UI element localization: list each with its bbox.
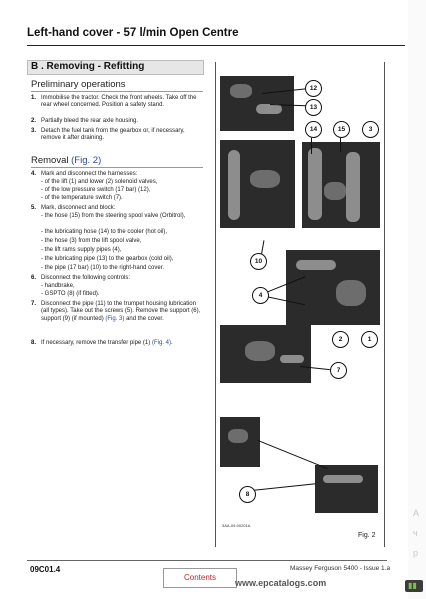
photo-temperature-switch [220, 325, 311, 383]
sub-item: - of the low pressure switch (17 bar) (12), [41, 187, 151, 193]
leader-line [311, 138, 312, 154]
step-number: 7. [31, 301, 37, 307]
side-glyph: р [413, 548, 419, 558]
section-title: B . Removing - Refitting [31, 61, 145, 72]
page-title: Left-hand cover - 57 l/min Open Centre [27, 27, 239, 39]
side-glyph: A [413, 508, 420, 518]
callout-13: 13 [305, 99, 322, 116]
preliminary-divider [31, 91, 203, 92]
step-number: 8. [31, 340, 37, 346]
sub-item: - the hose (3) from the lift spool valve, [41, 238, 142, 244]
removal-divider [31, 167, 203, 168]
side-glyph: ч [413, 528, 418, 538]
step-text: Detach the fuel tank from the gearbox or, if necessary, remove it after draining. [41, 128, 185, 142]
bars-icon: ▮▮ [408, 581, 417, 590]
watermark: www.epcatalogs.com [235, 578, 327, 588]
sub-item: - of the lift (1) and lower (2) solenoid valves, [41, 179, 158, 185]
sub-item: - the lift rams supply pipes (4), [41, 247, 122, 253]
step-text-tail: and the cover. [126, 315, 164, 322]
sub-item: - the hose (15) from the steering spool valve (Orbitrol), [41, 213, 186, 219]
photo-hoses-left [220, 140, 295, 228]
photo-gspto-left [220, 417, 260, 467]
step-text-tail: . [170, 340, 173, 346]
step-number: 4. [31, 171, 37, 177]
contents-button[interactable]: Contents [163, 568, 237, 588]
callout-2: 2 [332, 331, 349, 348]
step-number: 1. [31, 95, 37, 101]
step-number: 3. [31, 128, 37, 134]
callout-10: 10 [250, 253, 267, 270]
photo-lift-pipes [286, 250, 380, 325]
sub-item: - the pipe (17 bar) (10) to the right-hand cover. [41, 265, 165, 271]
sub-item: - of the temperature switch (7). [41, 195, 123, 201]
leader-line [340, 138, 341, 152]
step-text [41, 340, 205, 347]
sub-item: - the lubricating hose (14) to the cooler (hot oil), [41, 229, 168, 235]
callout-8: 8 [239, 486, 256, 503]
step-text-body: If necessary, remove the transfer pipe (1) [41, 340, 151, 346]
step-text [41, 301, 205, 323]
step-text: Disconnect the following controls: [41, 275, 131, 281]
callout-4: 4 [252, 287, 269, 304]
step-text: Mark and disconnect the harnesses: [41, 171, 138, 177]
sub-item: - the lubricating pipe (13) to the gearbox (cold oil), [41, 256, 174, 262]
removal-heading [31, 155, 101, 166]
figure-label: Fig. 2 [358, 532, 376, 539]
step-text: Partially bleed the rear axle housing. [41, 118, 139, 124]
callout-12: 12 [305, 80, 322, 97]
preliminary-heading: Preliminary operations [31, 79, 126, 90]
figure-link[interactable]: (Fig. 4) [151, 340, 171, 346]
header-divider [27, 45, 405, 46]
callout-15: 15 [333, 121, 350, 138]
footer-divider [27, 560, 387, 561]
photo-hoses-right [302, 142, 380, 228]
step-text: Immobilise the tractor. Check the front wheels. Take off the rear wheel concerned. Position a safety stand. [41, 95, 197, 109]
step-text-body: Disconnect the pipe (11) to the trumpet housing lubrication (all types). Take out the screws (5). Remove the support (6), support (9) (if mounted) [41, 301, 201, 322]
callout-7: 7 [330, 362, 347, 379]
callout-14: 14 [305, 121, 322, 138]
sub-item: - GSPTO (8) (if fitted). [41, 291, 100, 297]
figure-code: 3AA-09-00201A [222, 523, 251, 528]
taskbar-app-icon[interactable] [405, 580, 423, 592]
sub-item: - handbrake, [41, 283, 75, 289]
step-number: 2. [31, 118, 37, 124]
photo-gspto-right [315, 465, 378, 513]
removal-heading-text: Removal [31, 155, 69, 166]
callout-3: 3 [362, 121, 379, 138]
figure-link[interactable]: (Fig. 2) [71, 155, 102, 166]
figure-link[interactable]: (Fig. 3) [105, 315, 125, 322]
step-number: 6. [31, 275, 37, 281]
step-number: 5. [31, 205, 37, 211]
manual-issue: Massey Ferguson 5400 - Issue 1.a [290, 565, 391, 572]
step-text: Mark, disconnect and block: [41, 205, 116, 211]
page-number: 09C01.4 [30, 565, 61, 574]
callout-1: 1 [361, 331, 378, 348]
